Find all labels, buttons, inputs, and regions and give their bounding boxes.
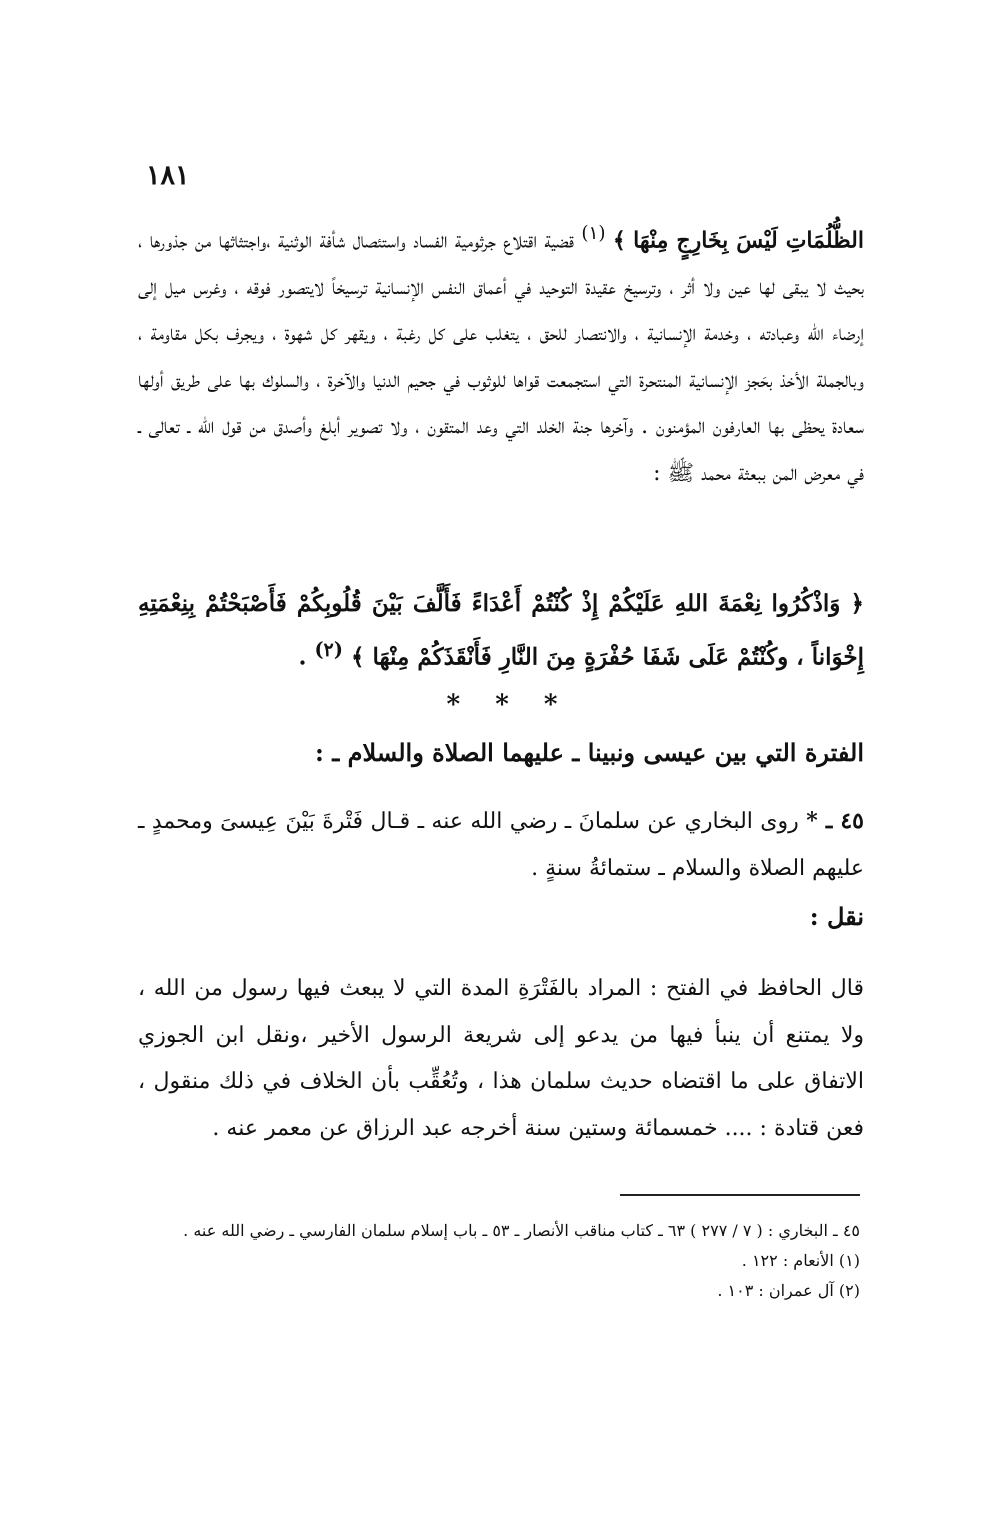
verse-text: وَاذْكُرُوا نِعْمَةَ اللهِ عَلَيْكُمْ إِذْ كُنْتُمْ أَعْدَاءً فَأَلَّفَ بَيْنَ قُلُوبِكُمْ فَأَصْبَحْتُمْ بِنِعْمَتِهِ إِخْوَاناً ، وكُنْتُمْ عَلَى شَفَا حُفْرَةٍ مِنَ النَّارِ فَأَنْقَذَكُمْ مِنْهَا xyxy=(138,590,864,671)
naql-heading: نقل : xyxy=(809,902,864,931)
paragraph-1-text: قضية اقتلاع جرثومية الفساد واستئصال شأفة الوثنية ،واجتثاثها من جذورها ، بحيث لا يبقى لها عين ولا أثر ، وترسيخ عقيدة التوحيد في أعماق النفس الإنسانية ترسيخاً لايتصور فوقه ، وغرس ميل إلى إرضاء الله وعبادته ، وخدمة الإنسانية ، والانتصار للحق ، يتغلب على كل رغبة ، ويقهر كل شهوة ، ويجرف بكل مقاومة ، وبالجملة الأخذ بحَجز الإنسانية المنتحرة التي استجمعت قواها للوثوب في جحيم الدنيا والآخرة ، والسلوك بها على طريق أولها سعادة يحظى بها العارفون المؤمنون . وآخرها جنة الخلد التي وعد المتقون ، ولا تصوير أبلغ وأصدق من قول الله ـ تعالى ـ في معرض المن ببعثة محمد ﷺ : xyxy=(138,228,864,486)
footnote-1: (١) الأنعام : ١٢٢ . xyxy=(741,1251,860,1270)
hadith-text: روى البخاري عن سلمانَ ـ رضي الله عنه ـ قـال فَتْرةَ بَيْنَ عِيسىَ ومحمدٍ ـ عليهم الصلاة والسلام ـ ستمائةُ سنةٍ . xyxy=(138,809,864,881)
verse-close-bracket: ﴾ xyxy=(350,643,365,671)
verse-open-bracket: ﴿ xyxy=(850,590,864,617)
quote-close-bracket: ﴾ xyxy=(612,227,626,254)
section-heading: الفترة التي بين عيسى ونبينا ـ عليهما الصلاة والسلام ـ : xyxy=(315,738,864,767)
hadith-number: ٤٥ ـ * xyxy=(806,808,864,834)
paragraph-1 xyxy=(138,211,864,497)
footnote-2: (٢) آل عمران : ١٠٣ . xyxy=(717,1281,860,1300)
verse-end: . xyxy=(298,643,307,671)
footnote-divider xyxy=(620,1194,860,1196)
footnote-ref-1: (١) xyxy=(581,223,606,244)
hadith-paragraph xyxy=(138,798,864,892)
section-separator: * * * xyxy=(446,690,558,720)
page-number: ١٨١ xyxy=(146,160,190,191)
footnotes xyxy=(138,1216,860,1306)
quran-quote-tail: الظُّلُمَاتِ لَيْسَ بِخَارِجٍ مِنْهَا xyxy=(633,227,864,254)
footnote-ref-2: (٢) xyxy=(314,638,343,661)
paragraph-3: قال الحافظ في الفتح : المراد بالفَتْرَةِ المدة التي لا يبعث فيها رسول من الله ، ولا يمتنع أن ينبأ فيها من يدعو إلى شريعة الرسول الأخير ،ونقل ابن الجوزي الاتفاق على ما اقتضاه حديث سلمان هذا ، وتُعُقِّب بأن الخلاف في ذلك منقول ، فعن قتادة : .... خمسمائة وستين سنة أخرجه عبد الرزاق عن معمر عنه . xyxy=(138,976,864,1141)
quran-verse xyxy=(138,581,864,681)
footnote-45: ٤٥ ـ البخاري : ( ٧ / ٢٧٧ ) ٦٣ ـ كتاب مناقب الأنصار ـ ٥٣ ـ باب إسلام سلمان الفارسي ـ رضي الله عنه . xyxy=(183,1221,860,1240)
